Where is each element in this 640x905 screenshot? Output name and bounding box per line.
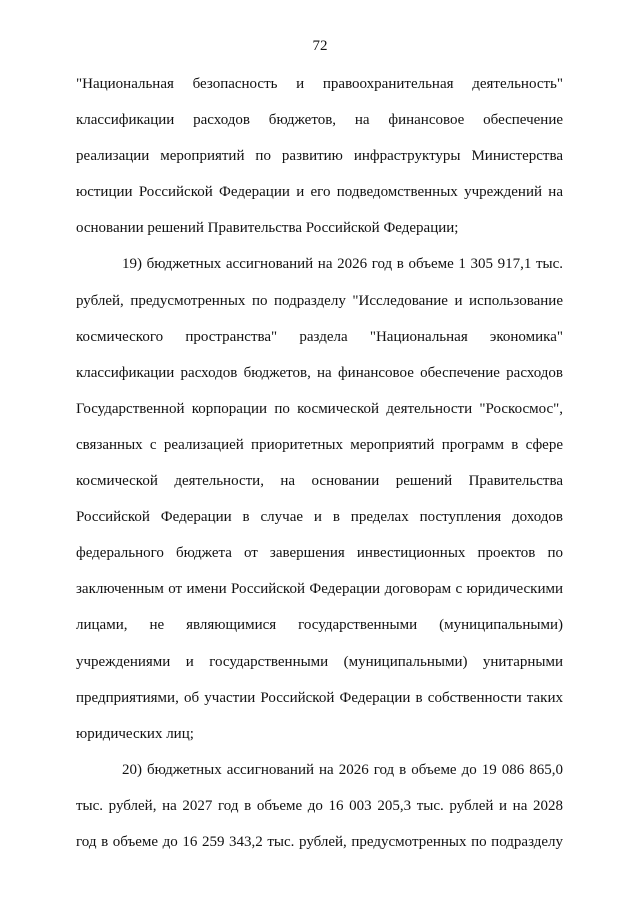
text-line: учреждениями и государственными (муниципальными) унитарными [76, 653, 563, 670]
text-line: федерального бюджета от завершения инвестиционных проектов по [76, 545, 563, 562]
text-line: связанных с реализацией приоритетных мероприятий программ в сфере [76, 436, 563, 453]
text-line: 20) бюджетных ассигнований на 2026 год в объеме до 19 086 865,0 [122, 761, 563, 778]
text-line: юридических лиц; [76, 725, 194, 742]
text-line: лицами, не являющимися государственными (муниципальными) [76, 617, 563, 634]
text-line: классификации расходов бюджетов, на финансовое обеспечение [76, 112, 563, 129]
text-line: реализации мероприятий по развитию инфраструктуры Министерства [76, 148, 563, 165]
text-line: Российской Федерации в случае и в пределах поступления доходов [76, 509, 563, 526]
text-line: предприятиями, об участии Российской Федерации в собственности таких [76, 689, 563, 706]
text-line: 19) бюджетных ассигнований на 2026 год в объеме 1 305 917,1 тыс. [122, 256, 563, 273]
text-line: Государственной корпорации по космической деятельности "Роскосмос", [76, 400, 563, 417]
page-number: 72 [312, 38, 328, 54]
text-line: "Национальная безопасность и правоохранительная деятельность" [76, 76, 563, 92]
text-line: рублей, предусмотренных по подразделу "Исследование и использование [76, 292, 563, 309]
text-line: классификации расходов бюджетов, на финансовое обеспечение расходов [76, 364, 563, 381]
text-line: год в объеме до 16 259 343,2 тыс. рублей, предусмотренных по подразделу [76, 833, 563, 850]
text-line: тыс. рублей, на 2027 год в объеме до 16 003 205,3 тыс. рублей и на 2028 [76, 797, 563, 814]
text-line: космического пространства" раздела "Национальная экономика" [76, 328, 563, 345]
document-body [76, 66, 563, 860]
text-line: заключенным от имени Российской Федерации договорам с юридическими [76, 581, 563, 598]
text-line: юстиции Российской Федерации и его подведомственных учреждений на [76, 184, 563, 201]
text-line: космической деятельности, на основании решений Правительства [76, 473, 563, 490]
text-line: основании решений Правительства Российской Федерации; [76, 220, 459, 237]
